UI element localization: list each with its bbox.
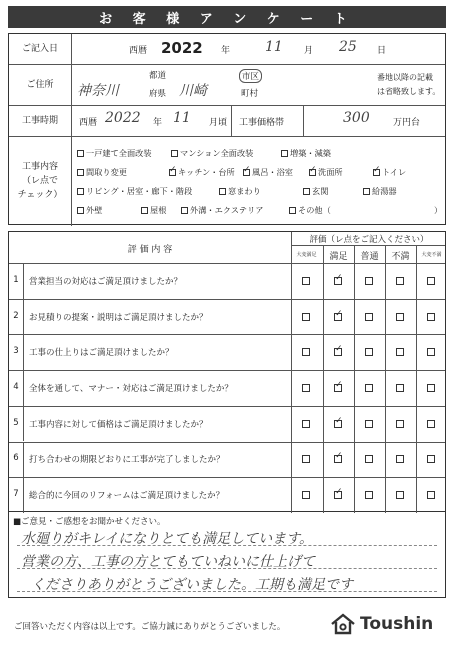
rating-checkbox[interactable]	[427, 455, 435, 463]
house-logo-icon	[330, 612, 356, 636]
date-year-unit: 年	[221, 46, 231, 56]
work-option[interactable]	[363, 186, 397, 197]
rating-checkbox[interactable]	[365, 313, 373, 321]
period-month[interactable]: 11	[173, 110, 191, 126]
work-option-label: 外壁	[86, 205, 103, 215]
rating-checkbox[interactable]	[427, 420, 435, 428]
rating-checkbox[interactable]	[396, 420, 404, 428]
checkbox-icon[interactable]	[169, 169, 176, 176]
work-option[interactable]	[77, 167, 127, 178]
question-text: 打ち合わせの期限どおりに工事が完了しましたか？	[29, 455, 225, 466]
work-option[interactable]	[77, 148, 152, 159]
work-label-line1: 工事内容	[21, 162, 58, 172]
rating-checkbox[interactable]	[365, 348, 373, 356]
rating-checkbox[interactable]	[334, 277, 342, 285]
rating-checkbox[interactable]	[396, 313, 404, 321]
rating-checkbox[interactable]	[396, 277, 404, 285]
checkbox-icon[interactable]	[77, 188, 84, 195]
rating-header: 大変不満	[421, 252, 442, 258]
question-number: 2	[13, 310, 19, 321]
comment-line-1[interactable]: 水廻りがキレイになりとても満足しています。	[21, 531, 314, 547]
work-option[interactable]	[373, 167, 406, 178]
work-option-label: 洗面所	[318, 167, 343, 177]
footer-note: ご回答いただく内容は以上です。ご協力誠にありがとうございました。	[14, 622, 286, 632]
date-month[interactable]: 11	[265, 39, 283, 55]
work-option[interactable]	[171, 148, 253, 159]
evaluation-table	[8, 231, 446, 512]
rating-header: 不満	[391, 252, 410, 262]
rating-checkbox[interactable]	[365, 420, 373, 428]
question-text: 工事の仕上りはご満足頂けましたか？	[29, 348, 174, 359]
rating-checkbox[interactable]	[302, 384, 310, 392]
period-era: 西暦	[79, 118, 98, 128]
rating-checkbox[interactable]	[427, 384, 435, 392]
rating-checkbox[interactable]	[302, 491, 310, 499]
work-option-label: リビング・居室・廊下・階段	[86, 186, 193, 196]
brand-name: Toushin	[360, 614, 434, 634]
period-label: 工事時期	[21, 115, 58, 126]
checkbox-icon[interactable]	[219, 188, 226, 195]
address-label: ご住所	[26, 79, 54, 90]
question-number: 6	[13, 453, 19, 464]
rating-checkbox[interactable]	[302, 455, 310, 463]
work-option[interactable]	[77, 186, 192, 197]
work-option-label: 給湯器	[372, 186, 397, 196]
rating-header: 満足	[329, 252, 348, 262]
comments-section	[8, 512, 446, 598]
checkbox-icon[interactable]	[373, 169, 380, 176]
page-title: お 客 様 ア ン ケ ー ト	[8, 6, 446, 28]
comments-header: ■ご意見・ご感想をお聞かせください。	[13, 517, 166, 527]
work-option[interactable]	[77, 205, 102, 216]
other-close-paren: ）	[434, 205, 443, 215]
work-option[interactable]	[309, 167, 343, 178]
rating-checkbox[interactable]	[427, 491, 435, 499]
checkbox-icon[interactable]	[363, 188, 370, 195]
rating-checkbox[interactable]	[302, 313, 310, 321]
rating-checkbox[interactable]	[334, 455, 342, 463]
rating-checkbox[interactable]	[365, 491, 373, 499]
rating-checkbox[interactable]	[334, 348, 342, 356]
checkbox-icon[interactable]	[141, 207, 148, 214]
checkbox-icon[interactable]	[77, 150, 84, 157]
rating-checkbox[interactable]	[427, 277, 435, 285]
work-option[interactable]	[303, 186, 328, 197]
date-day[interactable]: 25	[339, 39, 357, 55]
address-note-line1: 番地以降の記載	[377, 73, 433, 82]
work-option-label: 風呂・浴室	[252, 167, 293, 177]
work-option-label: 外溝・エクステリア	[190, 205, 264, 215]
question-text: 工事内容に対して価格はご満足頂けましたか？	[29, 419, 208, 430]
rating-checkbox[interactable]	[334, 384, 342, 392]
rating-header: 普通	[360, 252, 379, 262]
checkbox-icon[interactable]	[281, 150, 288, 157]
checkbox-icon[interactable]	[309, 169, 316, 176]
rating-checkbox[interactable]	[302, 348, 310, 356]
rating-checkbox[interactable]	[334, 491, 342, 499]
question-text: 総合的に今回のリフォームはご満足頂けましたか？	[29, 491, 225, 502]
rating-checkbox[interactable]	[302, 420, 310, 428]
work-label	[9, 136, 71, 226]
period-month-unit: 月頃	[209, 118, 228, 128]
comment-line-2[interactable]: 営業の方、工事の方とてもていねいに仕上げて	[21, 554, 315, 570]
address-prefecture-value[interactable]: 神奈川	[77, 83, 119, 99]
brand-logo	[330, 612, 433, 636]
customer-info-table	[8, 33, 446, 225]
question-number: 3	[13, 346, 19, 357]
comment-line-3[interactable]: くださりありがとうございました。工期も満足です	[31, 577, 353, 593]
rating-checkbox[interactable]	[334, 313, 342, 321]
period-year[interactable]: 2022	[105, 110, 141, 126]
work-option[interactable]	[281, 148, 331, 159]
checkbox-icon[interactable]	[289, 207, 296, 214]
rating-checkbox[interactable]	[396, 384, 404, 392]
question-number: 7	[13, 489, 19, 500]
work-option[interactable]	[289, 205, 331, 216]
rating-checkbox[interactable]	[365, 384, 373, 392]
date-era: 西暦	[129, 46, 148, 56]
checkbox-icon[interactable]	[77, 207, 84, 214]
work-option-label: 玄関	[312, 186, 329, 196]
work-option-label: 窓まわり	[228, 186, 261, 196]
date-month-unit: 月	[304, 46, 314, 56]
work-option-label: トイレ	[382, 167, 407, 177]
checkbox-icon[interactable]	[303, 188, 310, 195]
price-value[interactable]: 300	[343, 110, 370, 126]
work-option-label: マンション全面改装	[180, 148, 254, 158]
work-option[interactable]	[243, 167, 293, 178]
rating-header: 大変満足	[296, 252, 317, 258]
work-option-label: キッチン・台所	[178, 167, 235, 177]
date-label: ご記入日	[21, 44, 58, 54]
rating-checkbox[interactable]	[365, 455, 373, 463]
date-year[interactable]: 2022	[161, 39, 203, 57]
address-pref-label: 都道	[149, 71, 167, 81]
address-city-value[interactable]: 川崎	[179, 83, 207, 99]
work-option[interactable]	[141, 205, 166, 216]
question-number: 5	[13, 417, 19, 428]
address-pref-suffix: 府県	[149, 89, 167, 99]
checkbox-icon[interactable]	[77, 169, 84, 176]
eval-rating-header: 評価（レ点をご記入ください）	[309, 235, 429, 245]
date-day-unit: 日	[377, 46, 387, 56]
work-option-label: 間取り変更	[86, 167, 127, 177]
work-option-label: 屋根	[150, 205, 167, 215]
rating-checkbox[interactable]	[427, 313, 435, 321]
period-year-unit: 年	[153, 118, 163, 128]
question-text: 営業担当の対応はご満足頂けましたか？	[29, 276, 183, 287]
checkbox-icon[interactable]	[171, 150, 178, 157]
question-number: 4	[13, 381, 19, 392]
rating-checkbox[interactable]	[302, 277, 310, 285]
price-unit: 万円台	[393, 118, 421, 128]
work-option[interactable]	[219, 186, 261, 197]
rating-checkbox[interactable]	[396, 348, 404, 356]
price-label: 工事価格帯	[239, 118, 285, 128]
rating-checkbox[interactable]	[365, 277, 373, 285]
address-city-label: 市区	[239, 69, 262, 83]
checkbox-icon[interactable]	[243, 169, 250, 176]
rating-checkbox[interactable]	[334, 420, 342, 428]
work-option-label: その他（	[298, 205, 331, 215]
rating-checkbox[interactable]	[396, 491, 404, 499]
question-text: 全体を通して、マナー・対応はご満足頂けましたか？	[29, 383, 233, 394]
work-label-line2: （レ点で	[21, 176, 58, 186]
rating-checkbox[interactable]	[396, 455, 404, 463]
work-option[interactable]	[181, 205, 263, 216]
address-note-line2: は省略致します。	[377, 87, 441, 96]
work-option[interactable]	[169, 167, 235, 178]
address-town-label: 町村	[241, 89, 259, 99]
question-text: お見積りの提案・説明はご満足頂けましたか？	[29, 312, 208, 323]
work-option-label: 増築・減築	[290, 148, 331, 158]
question-number: 1	[13, 274, 19, 285]
rating-checkbox[interactable]	[427, 348, 435, 356]
work-label-line3: チェック）	[17, 190, 63, 200]
work-option-label: 一戸建て全面改装	[86, 148, 152, 158]
eval-content-header: 評 価 内 容	[127, 245, 173, 255]
checkbox-icon[interactable]	[181, 207, 188, 214]
